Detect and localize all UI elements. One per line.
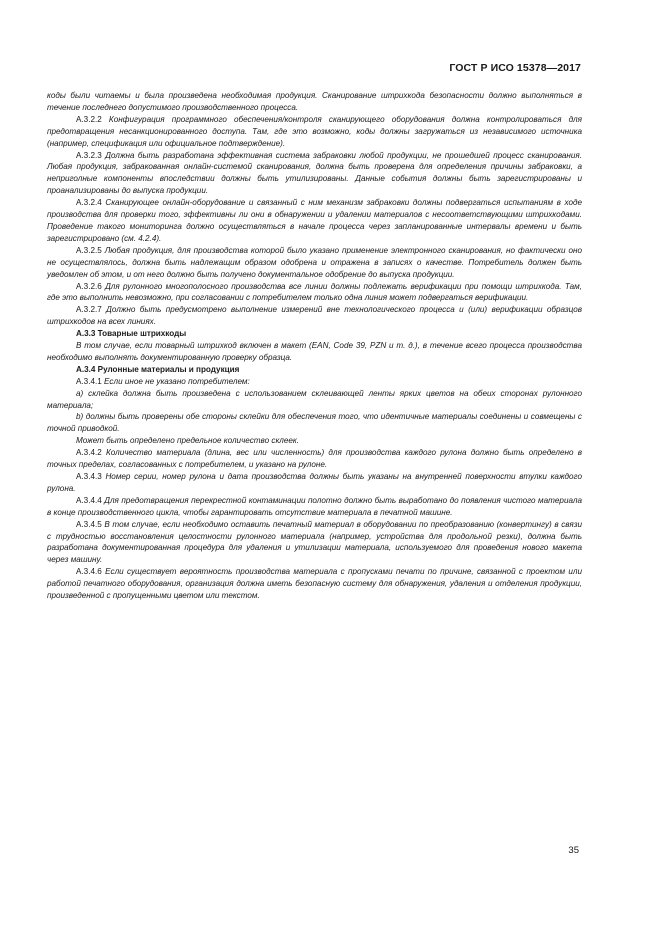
clause-number: А.3.2.7 [76,305,107,315]
paragraph-a-3-4-2: А.3.4.2 Количество материала (длина, вес или численность) для производства каждого рулона должно быть определено в точных пределах, согласованных с потребителем, и указано на рулоне. [47,448,582,470]
paragraph-splice-limit: Может быть определено предельное количество склеек. [76,436,299,446]
section-heading-a-3-3: А.3.3 Товарные штрихкоды [76,329,187,339]
section-heading-a-3-4: А.3.4 Рулонные материалы и продукция [76,364,240,374]
clause-number: А.3.2.2 [76,114,109,124]
clause-number: А.3.4.6 [76,567,106,577]
paragraph-a-3-4-6: А.3.4.6 Если существует вероятность производства материала с пропусками печати по причине, связанной с проектом или работой печатного оборудования, организация должна иметь безопасную систему для обнаружения, удаления и отделения продукции, произведенной с пропущенными цветом или текстом. [47,567,582,601]
page-number: 35 [568,845,579,856]
paragraph-a-3-2-5: А.3.2.5 Любая продукция, для производства которой было указано применение электронного сканирования, но фактически оно не осуществлялось, должна быть надлежащим образом одобрена и отражена в записях о качестве. Потребитель должен быть уведомлен об этом, и от него должно быть получено документальное одобрение до выпуска продукции. [47,245,582,279]
clause-number: А.3.2.3 [76,150,106,160]
paragraph-a-3-4-5: А.3.4.5 В том случае, если необходимо оставить печатный материал в оборудовании по преобразованию (конвертингу) в связи с трудностью восстановления целостности рулонного материала (например, устройства для продольной резки), должна быть разработана документированная процедура для удаления и утилизации материала, используемого для проведения нового макета через машину. [47,519,582,565]
document-body [47,90,582,602]
list-item-a: а) склейка должна быть произведена с использованием склеивающей ленты ярких цветов на обеих сторонах рулонного материала; [47,388,582,410]
clause-number: А.3.4.3 [76,472,106,481]
paragraph-a-3-2-6: А.3.2.6 Для рулонного многополосного производства все линии должны подлежать верификации при помощи штрихкода. Там, где это выполнить невозможно, при согласовании с потребителем только одна линия может подвергаться верификации. [47,281,583,303]
paragraph-a-3-3-body: В том случае, если товарный штрихкод включен в макет (EAN, Code 39, PZN и т. д.), в течение всего процесса производства необходимо выполнять документированную проверку образца. [47,341,582,362]
paragraph-a-3-2-7: А.3.2.7 Должно быть предусмотрено выполнение измерений вне технологического процесса и (или) верификации образцов штрихкодов на всех линиях. [47,305,583,327]
clause-number: А.3.2.5 [76,245,105,255]
paragraph-a-3-2-4: А.3.2.4 Сканирующее онлайн-оборудование и связанный с ним механизм забраковки должны подвергаться испытаниям в ходе производства для проверки того, эффективны ли они в обнаружении и удалении материалов с несоответствующими штрихкодами. Проведение такого мониторинга должно осуществляться в начале процесса через запланированные интервалы времени и быть зарегистрировано (см. 4.2.4). [47,198,582,243]
clause-number: А.3.4.5 [76,519,105,529]
clause-number: А.3.2.6 [76,281,106,291]
paragraph-continuation: коды были читаемы и была произведена необходимая продукция. Сканирование штрихкода безопасности должно выполняться в течение последнего допустимого производственного процесса. [47,91,582,112]
clause-number: А.3.2.4 [76,198,106,208]
list-item-b: b) должны быть проверены обе стороны склейки для обеспечения того, что идентичные материалы соединены и совмещены с точной приводкой. [47,412,582,434]
clause-number: А.3.4.4 [76,495,105,505]
paragraph-a-3-2-2: А.3.2.2 Конфигурация программного обеспечения/контроля сканирующего оборудования должна контролироваться для предотвращения несанкционированного доступа. Там, где это возможно, коды должны загружаться из независимого источника (например, спецификация или официальное подтверждение). [47,114,582,148]
paragraph-a-3-2-3: А.3.2.3 Должна быть разработана эффективная система забраковки любой продукции, не прошедшей процесс сканирования. Любая продукция, забракованная онлайн-системой сканирования, должна быть проверена для определения причины забраковки, а неприголные компоненты впоследствии должны быть утилизированы. Данные события должны быть зарегистрированы и проанализированы до выпуска продукции. [47,150,582,196]
clause-number: А.3.4.2 [76,448,106,458]
paragraph-a-3-4-1: А.3.4.1 Если иное не указано потребителем: [76,376,250,386]
paragraph-a-3-4-4: А.3.4.4 Для предотвращения перекрестной контаминации полотно должно быть выработано до появления чистого материала в конце производственного цикла, чтобы гарантировать отсутствие материала в печатной машине. [47,495,582,517]
clause-number: А.3.4.1 [76,376,105,386]
paragraph-a-3-4-3: А.3.4.3 Номер серии, номер рулона и дата производства должны быть указаны на внутренней поверхности втулки каждого рулона. [47,472,582,493]
document-header: ГОСТ Р ИСО 15378—2017 [449,62,581,74]
